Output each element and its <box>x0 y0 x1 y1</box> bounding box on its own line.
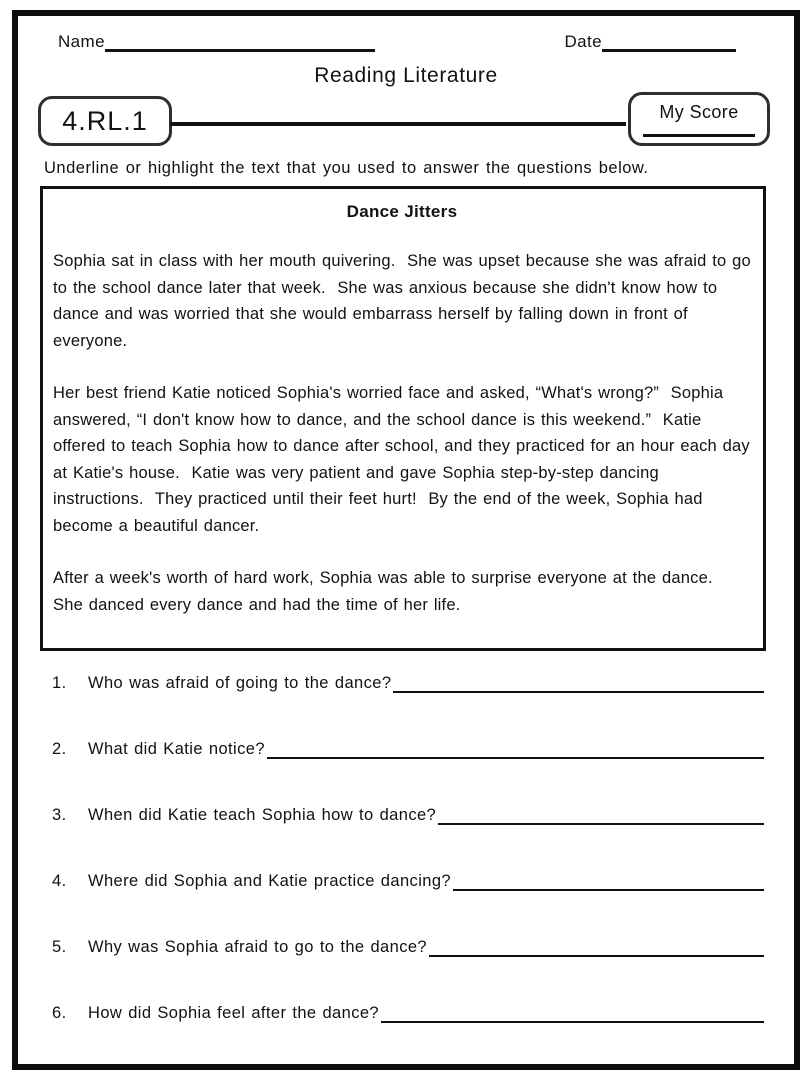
standard-row <box>36 92 776 146</box>
score-label: My Score <box>659 102 739 122</box>
answer-line <box>438 803 764 825</box>
name-date-row <box>58 32 736 52</box>
question-row-3 <box>52 799 764 825</box>
score-blank-line <box>643 129 755 137</box>
passage-box <box>40 186 766 651</box>
question-number: 4. <box>52 872 67 890</box>
instruction-text: Underline or highlight the text that you used to answer the questions below. <box>44 159 649 177</box>
score-badge <box>628 92 770 146</box>
answer-line <box>267 737 764 759</box>
date-field <box>564 32 736 52</box>
worksheet-page <box>12 10 800 1070</box>
question-number: 1. <box>52 674 67 692</box>
question-row-4 <box>52 865 764 891</box>
answer-line <box>453 869 764 891</box>
question-text: When did Katie teach Sophia how to dance? <box>88 806 437 824</box>
answer-line <box>393 671 764 693</box>
question-row-2 <box>52 733 764 759</box>
passage-paragraph-2: Her best friend Katie noticed Sophia's worried face and asked, “What's wrong?” Sophia answered, “I don't know how to dance, and the school dance is this weekend.” Katie offered to teach Sophia how to dance after school, and they practiced for an hour each day at Katie's house. Katie was very patient and gave Sophia step-by-step dancing instructions. They practiced until their feet hurt! By the end of the week, Sophia had become a beautiful dancer. <box>53 384 756 535</box>
question-text: Where did Sophia and Katie practice dancing? <box>88 872 451 890</box>
question-text: Why was Sophia afraid to go to the dance? <box>88 938 428 956</box>
passage-paragraph-3: After a week's worth of hard work, Sophia was able to surprise everyone at the dance. She danced every dance and had the time of her life. <box>53 569 725 614</box>
question-number: 6. <box>52 1004 67 1022</box>
question-number: 2. <box>52 740 67 758</box>
question-text: How did Sophia feel after the dance? <box>88 1004 379 1022</box>
name-blank-line <box>105 32 375 52</box>
page-title: Reading Literature <box>314 64 498 87</box>
question-text: Who was afraid of going to the dance? <box>88 674 392 692</box>
answer-line <box>381 1001 764 1023</box>
question-text: What did Katie notice? <box>88 740 265 758</box>
connector-line <box>170 122 626 126</box>
question-row-6 <box>52 997 764 1023</box>
name-field <box>58 32 375 52</box>
name-label: Name <box>58 32 105 51</box>
date-blank-line <box>602 32 736 52</box>
passage-title: Dance Jitters <box>346 202 458 221</box>
answer-line <box>429 935 764 957</box>
standard-badge <box>38 96 172 146</box>
questions-section <box>52 667 764 1023</box>
standard-code: 4.RL.1 <box>62 105 148 136</box>
question-number: 5. <box>52 938 67 956</box>
question-row-1 <box>52 667 764 693</box>
question-number: 3. <box>52 806 67 824</box>
question-row-5 <box>52 931 764 957</box>
passage-paragraph-1: Sophia sat in class with her mouth quivering. She was upset because she was afraid to go to the school dance later that week. She was anxious because she didn't know how to dance and was worried that she would embarrass herself by falling down in front of everyone. <box>53 252 757 350</box>
date-label: Date <box>564 32 602 51</box>
